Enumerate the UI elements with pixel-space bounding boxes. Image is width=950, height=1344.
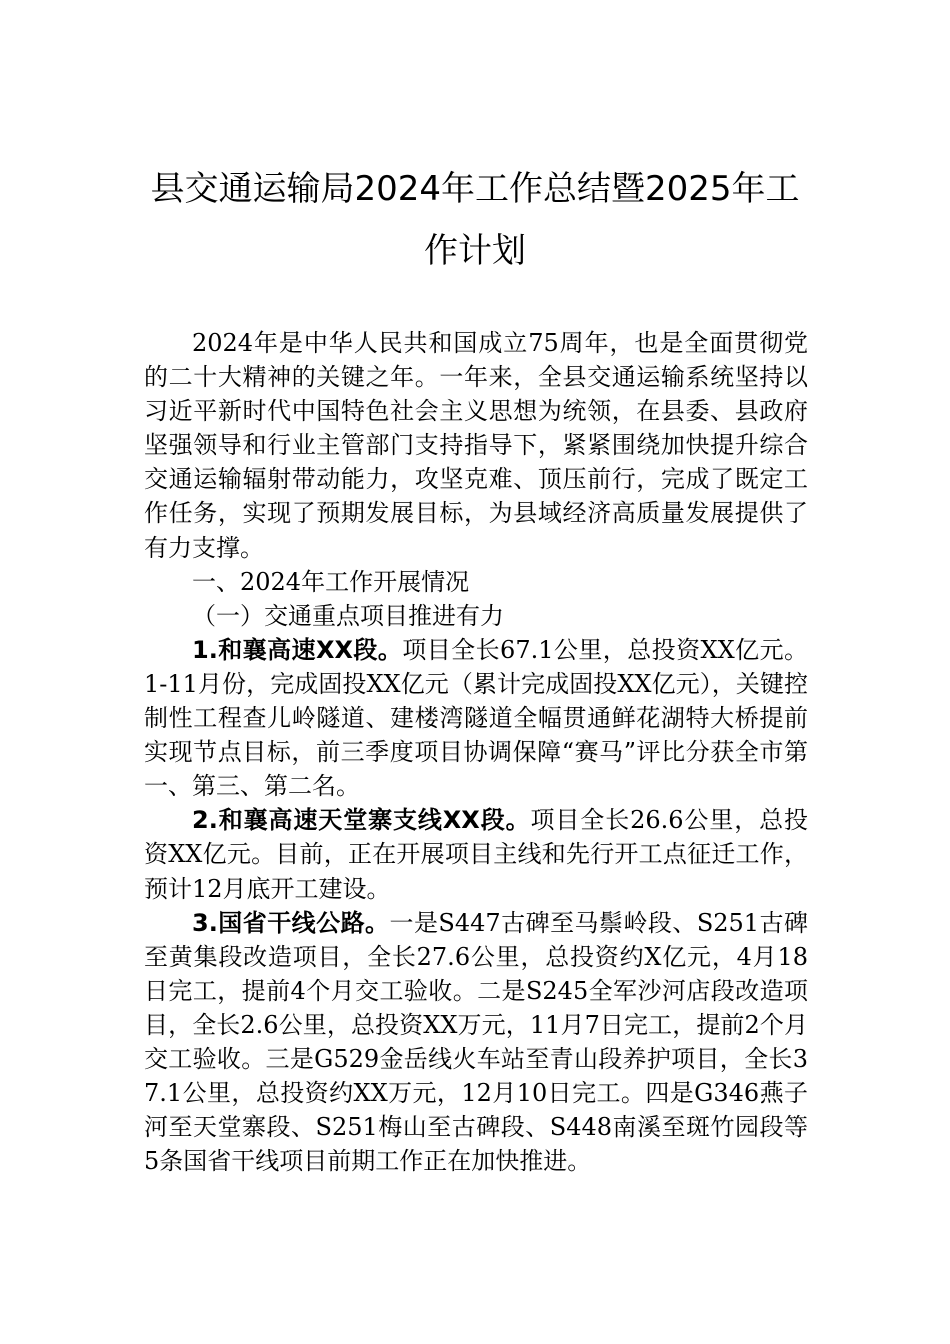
paragraph-item-3	[144, 906, 808, 1179]
paragraph-text: 项目全长26.6公里，总投资XX亿元。目前，正在开展项目主线和先行开工点征迁工作，预计12月底开工建设。	[144, 806, 809, 903]
item-lead: 3.国省干线公路。	[192, 908, 390, 937]
document-body	[144, 326, 808, 1178]
paragraph-item-1	[144, 633, 808, 803]
item-lead: 2.和襄高速天堂寨支线XX段。	[192, 806, 531, 835]
paragraph-item-2	[144, 803, 808, 905]
title-line-2: 作计划	[424, 231, 526, 271]
item-lead: 1.和襄高速XX段。	[192, 635, 403, 664]
paragraph-text: 一是S447古碑至马鬃岭段、S251古碑至黄集段改造项目，全长27.6公里，总投资约X亿元，4月18日完工，提前4个月交工验收。二是S245全军沙河店段改造项目，全长2.6公里，总投资XX万元，11月7日完工，提前2个月交工验收。三是G529金岳线火车站至青山段养护项目，全长37.1公里，总投资约XX万元，12月10日完工。四是G346燕子河至天堂寨段、S251梅山至古碑段、S448南溪至斑竹园段等5条国省干线项目前期工作正在加快推进。	[144, 908, 809, 1176]
paragraph-intro	[144, 326, 808, 565]
title-line-1: 县交通运输局2024年工作总结暨2025年工	[150, 169, 800, 209]
section-heading-1	[144, 565, 808, 599]
heading-text: 一、2024年工作开展情况	[192, 567, 470, 596]
document-title	[120, 158, 830, 282]
paragraph-text: 2024年是中华人民共和国成立75周年，也是全面贯彻党的二十大精神的关键之年。一年来，全县交通运输系统坚持以习近平新时代中国特色社会主义思想为统领，在县委、县政府坚强领导和行业主管部门支持指导下，紧紧围绕加快提升综合交通运输辐射带动能力，攻坚克难、顶压前行，完成了既定工作任务，实现了预期发展目标，为县域经济高质量发展提供了有力支撑。	[144, 329, 808, 562]
heading-text: （一）交通重点项目推进有力	[192, 601, 504, 630]
paragraph-text: 项目全长67.1公里，总投资XX亿元。1-11月份，完成固投XX亿元（累计完成固投XX亿元），关键控制性工程查儿岭隧道、建楼湾隧道全幅贯通鲜花湖特大桥提前实现节点目标，前三季度项目协调保障“赛马”评比分获全市第一、第三、第二名。	[144, 635, 809, 801]
subsection-heading-1	[144, 599, 808, 633]
